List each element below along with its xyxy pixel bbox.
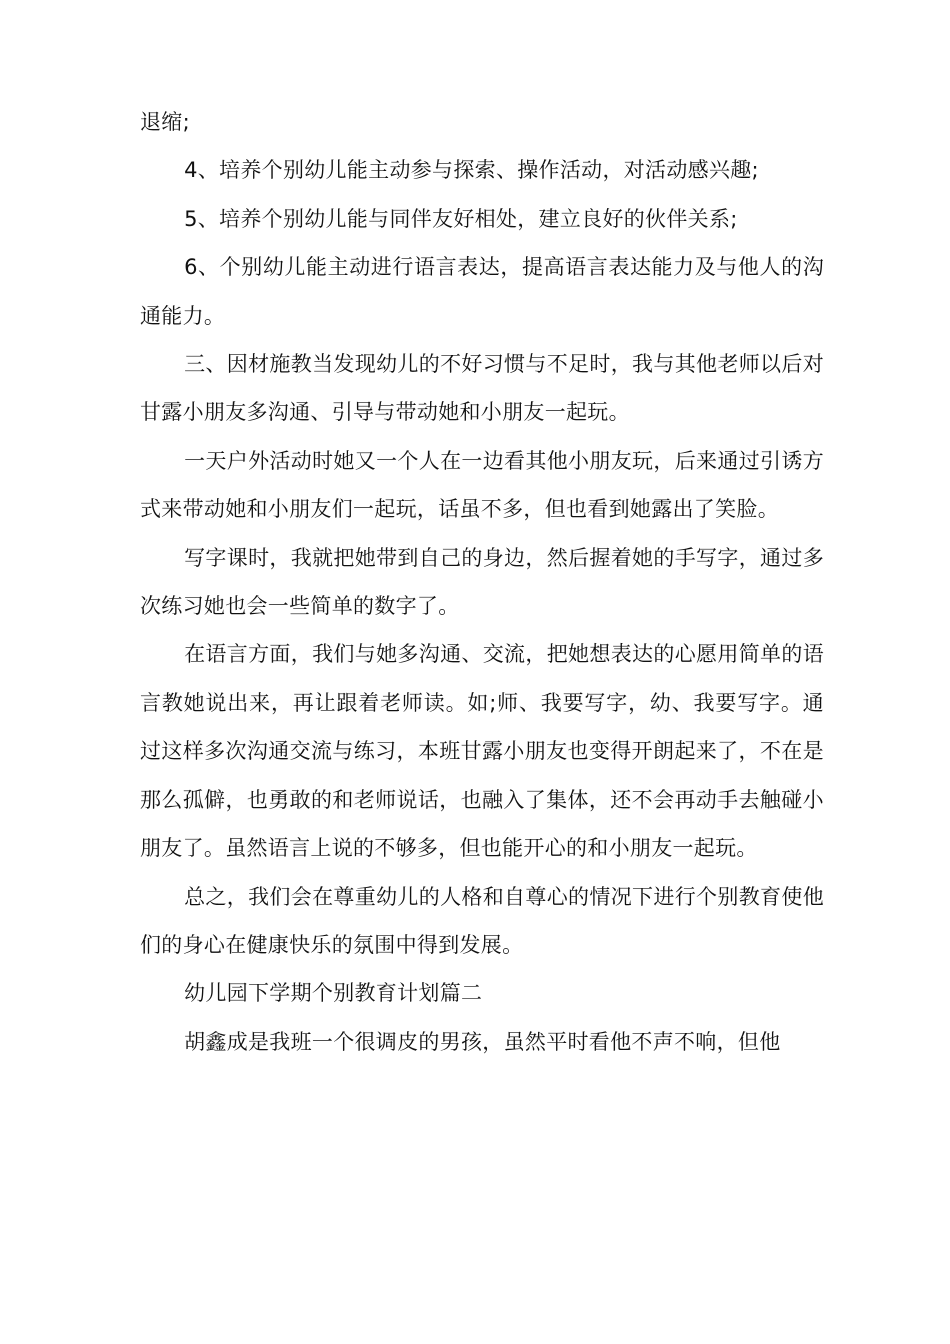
paragraph-section-3: 三、因材施教当发现幼儿的不好习惯与不足时，我与其他老师以后对甘露小朋友多沟通、引导与带动她和小朋友一起玩。 xyxy=(140,352,824,425)
paragraph-language: 在语言方面，我们与她多沟通、交流，把她想表达的心愿用简单的语言教她说出来，再让跟着老师读。如;师、我要写字，幼、我要写字。通过这样多次沟通交流与练习，本班甘露小朋友也变得开朗起来了，不在是那么孤僻，也勇敢的和老师说话，也融入了集体，还不会再动手去触碰小朋友了。虽然语言上说的不够多，但也能开心的和小朋友一起玩。 xyxy=(140,642,824,861)
paragraph-part-2-intro: 胡鑫成是我班一个很调皮的男孩，虽然平时看他不声不响，但他 xyxy=(184,1029,781,1054)
paragraph-writing-class: 写字课时，我就把她带到自己的身边，然后握着她的手写字，通过多次练习她也会一些简单的数字了。 xyxy=(140,545,824,619)
paragraph-goal-6: 6、个别幼儿能主动进行语言表达，提高语言表达能力及与他人的沟通能力。 xyxy=(140,255,824,328)
paragraph-summary: 总之，我们会在尊重幼儿的人格和自尊心的情况下进行个别教育使他们的身心在健康快乐的氛围中得到发展。 xyxy=(140,884,824,957)
document-body xyxy=(140,98,824,1066)
section-heading-part-2: 幼儿园下学期个别教育计划篇二 xyxy=(184,981,483,1006)
paragraph-goal-4: 4、培养个别幼儿能主动参与探索、操作活动，对活动感兴趣; xyxy=(184,158,759,183)
paragraph-outdoor-activity: 一天户外活动时她又一个人在一边看其他小朋友玩，后来通过引诱方式来带动她和小朋友们一起玩，话虽不多，但也看到她露出了笑脸。 xyxy=(140,448,824,522)
paragraph-continuation: 退缩; xyxy=(140,110,190,134)
paragraph-goal-5: 5、培养个别幼儿能与同伴友好相处，建立良好的伙伴关系; xyxy=(184,206,738,231)
